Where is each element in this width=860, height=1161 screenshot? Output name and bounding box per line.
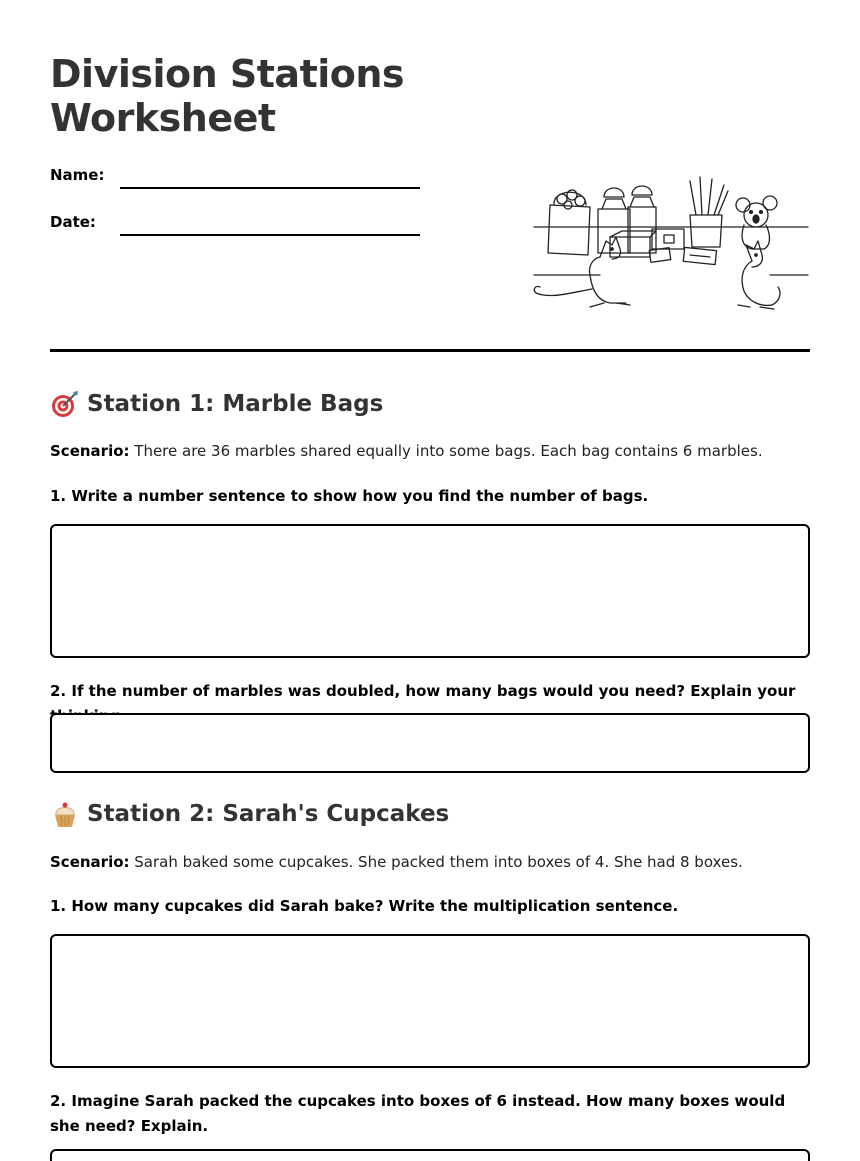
cupcake-icon (50, 799, 80, 829)
station-1-title: Station 1: Marble Bags (87, 391, 384, 417)
classroom-animals-illustration (530, 175, 812, 315)
station-2-question-1: 1. How many cupcakes did Sarah bake? Write the multiplication sentence. (50, 897, 679, 915)
station-1-answer-2-box[interactable] (50, 713, 810, 773)
worksheet-title (50, 52, 490, 140)
scenario-text: There are 36 marbles shared equally into some bags. Each bag contains 6 marbles. (129, 442, 763, 460)
station-1-question-2: 2. If the number of marbles was doubled, how many bags would you need? Explain your (50, 682, 796, 700)
station-1-question-1: 1. Write a number sentence to show how you find the number of bags. (50, 487, 649, 505)
station-1-heading (50, 388, 383, 420)
date-label: Date: (50, 213, 96, 231)
station-2-title: Station 2: Sarah's Cupcakes (87, 801, 450, 827)
station-2-answer-1-box[interactable] (50, 934, 810, 1068)
scenario-text: Sarah baked some cupcakes. She packed them into boxes of 4. She had 8 boxes. (129, 853, 743, 871)
target-icon (50, 389, 80, 419)
title-line-1: Division Stations (50, 52, 405, 96)
station-1-scenario (50, 441, 810, 461)
name-line[interactable] (120, 187, 420, 189)
title-line-2: Worksheet (50, 96, 276, 140)
scenario-label: Scenario: (50, 442, 130, 460)
date-line[interactable] (120, 234, 420, 236)
header-divider (50, 349, 810, 352)
scenario-label: Scenario: (50, 853, 130, 871)
station-2-answer-2-box[interactable] (50, 1149, 810, 1161)
station-1-answer-1-box[interactable] (50, 524, 810, 658)
name-label: Name: (50, 166, 105, 184)
station-2-heading (50, 798, 449, 830)
station-2-question-2: 2. Imagine Sarah packed the cupcakes into boxes of 6 instead. How many boxes would she need? Explain. (50, 1092, 786, 1135)
station-2-scenario (50, 852, 810, 872)
